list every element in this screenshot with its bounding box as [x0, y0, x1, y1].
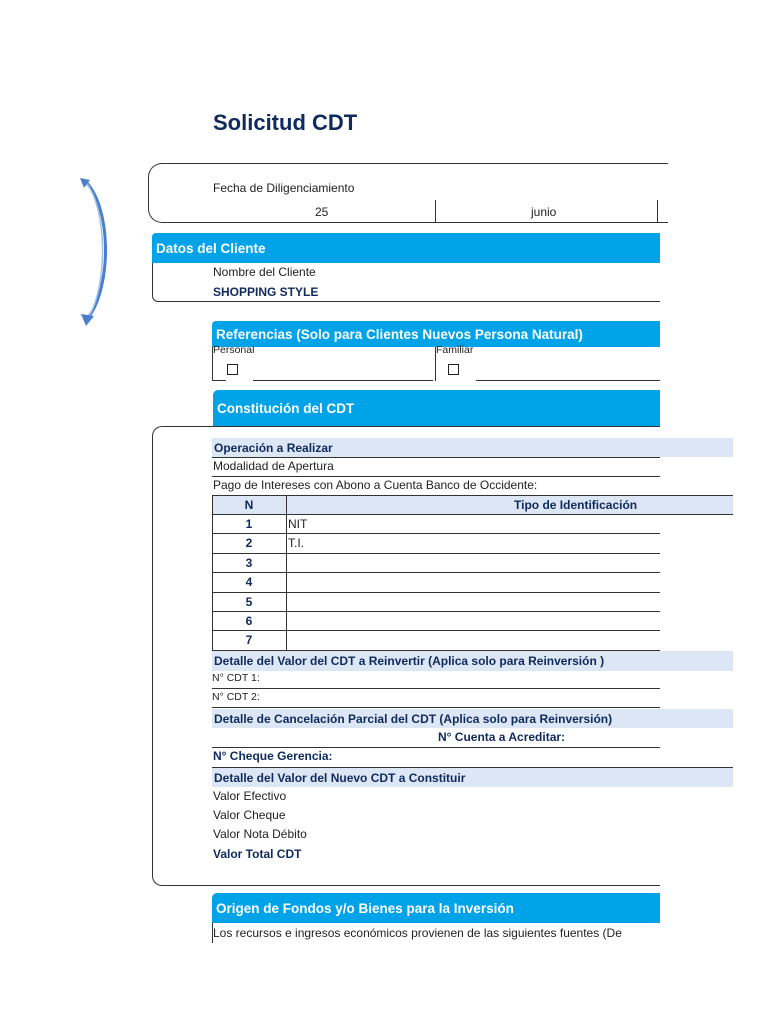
constitucion-section-header: Constitución del CDT [213, 390, 660, 427]
detalle-nuevo-row: Detalle del Valor del Nuevo CDT a Constituir [212, 767, 733, 787]
valor-efectivo-label: Valor Efectivo [213, 789, 287, 803]
curved-arrow-icon [78, 176, 118, 328]
cuenta-underline [212, 747, 660, 748]
col-tipo-header: Tipo de Identificación [514, 498, 638, 512]
familiar-input-line[interactable] [476, 380, 660, 381]
table-cell-n: 1 [245, 517, 253, 531]
table-cell-n: 4 [245, 575, 253, 590]
cdt2-label: N° CDT 2: [212, 691, 260, 703]
table-row [212, 631, 660, 650]
referencias-familiar-label: Familiar [436, 344, 474, 356]
operacion-underline [212, 457, 660, 458]
origen-text: Los recursos e ingresos económicos provienen de las siguientes fuentes (De [213, 926, 622, 940]
valor-nota-label: Valor Nota Débito [213, 827, 307, 841]
table-header [212, 495, 733, 515]
cheque-gerencia-label: N° Cheque Gerencia: [213, 749, 333, 763]
cliente-name-value[interactable]: SHOPPING STYLE [213, 285, 319, 299]
table-row [212, 573, 660, 592]
personal-checkbox[interactable] [227, 364, 238, 375]
table-cell-n: 3 [245, 555, 253, 570]
pago-intereses-label: Pago de Intereses con Abono a Cuenta Banco de Occidente: [213, 478, 538, 492]
table-row [212, 515, 660, 534]
cdt1-underline [212, 688, 660, 689]
page-title: Solicitud CDT [213, 110, 358, 135]
table-cell-n: 7 [245, 633, 253, 648]
table-row [212, 554, 660, 573]
table-cell-tipo[interactable]: T.I. [288, 536, 305, 551]
detalle-reinvertir-row: Detalle del Valor del CDT a Reinvertir (Aplica solo para Reinversión ) [212, 651, 733, 671]
table-row [212, 612, 660, 631]
origen-section-header: Origen de Fondos y/o Bienes para la Inversión [212, 893, 660, 923]
table-left-border [212, 495, 213, 651]
referencias-mid-border [435, 347, 436, 381]
personal-input-line[interactable] [253, 380, 433, 381]
detalle-cancelacion-row: Detalle de Cancelación Parcial del CDT (Aplica solo para Reinversión) [212, 709, 733, 728]
modalidad-label: Modalidad de Apertura [213, 459, 334, 473]
referencias-personal-label: Personal [213, 344, 255, 356]
table-cell-tipo[interactable]: NIT [288, 517, 308, 531]
cliente-section-header: Datos del Cliente [152, 233, 660, 263]
referencias-bottom-left [212, 380, 226, 381]
fecha-month[interactable]: junio [531, 205, 557, 219]
origen-left-border [212, 923, 213, 943]
cliente-name-label: Nombre del Cliente [213, 265, 316, 279]
fecha-divider [435, 200, 436, 222]
table-row [212, 593, 660, 612]
cuenta-acreditar-label: N° Cuenta a Acreditar: [438, 730, 566, 744]
cdt2-underline [212, 707, 660, 708]
table-row [212, 534, 660, 553]
familiar-checkbox[interactable] [448, 364, 459, 375]
valor-total-label: Valor Total CDT [213, 847, 302, 861]
fecha-label: Fecha de Diligenciamiento [213, 181, 355, 195]
referencias-section-header: Referencias (Solo para Clientes Nuevos Persona Natural) [212, 321, 660, 347]
col-n-header: N [244, 498, 254, 512]
table-cell-n: 5 [245, 594, 253, 609]
cdt1-label: N° CDT 1: [212, 672, 260, 684]
valor-cheque-label: Valor Cheque [213, 808, 286, 822]
table-cell-n: 2 [245, 536, 253, 551]
modalidad-underline [212, 476, 660, 477]
table-cell-n: 6 [245, 614, 253, 628]
table-col-divider [286, 495, 287, 651]
fecha-divider-right [657, 200, 658, 222]
referencias-left-border [212, 347, 213, 381]
operacion-row: Operación a Realizar [212, 438, 733, 457]
fecha-day[interactable]: 25 [315, 205, 329, 219]
